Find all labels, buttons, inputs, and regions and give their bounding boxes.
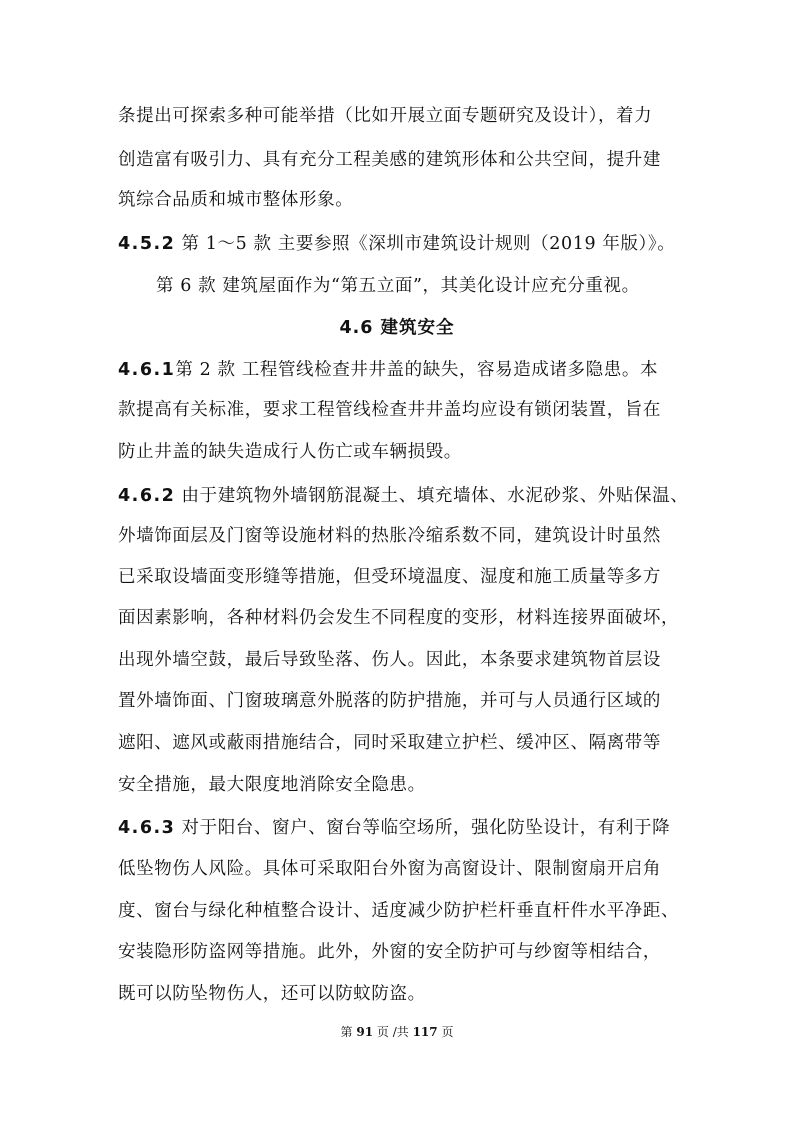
clause-4-6-3	[118, 816, 678, 840]
clause-4-5-2	[118, 232, 678, 256]
clause-4-5-2-item-6: 第 6 款 建筑屋面作为“第五立面”，其美化设计应充分重视。	[156, 276, 640, 296]
paragraph-line: 创造富有吸引力、具有充分工程美感的建筑形体和公共空间，提升建	[118, 150, 661, 170]
paragraph-line: 条提出可探索多种可能举措（比如开展立面专题研究及设计），着力	[118, 106, 653, 126]
clause-number: 4.6.2	[118, 486, 176, 506]
clause-text: 对于阳台、窗户、窗台等临空场所，强化防坠设计，有利于降	[175, 818, 671, 838]
paragraph-line: 面因素影响，各种材料仍会发生不同程度的变形，材料连接界面破坏，	[118, 608, 680, 628]
paragraph-line: 款提高有关标准，要求工程管线检查井井盖均应设有锁闭装置，旨在	[118, 400, 661, 420]
clause-text: 第 1～5 款 主要参照《深圳市建筑设计规则（2019 年版）》。	[175, 234, 676, 254]
clause-4-6-2	[118, 484, 689, 508]
footer-suffix: 页	[437, 1025, 454, 1039]
paragraph-line: 防止井盖的缺失造成行人伤亡或车辆损毁。	[118, 442, 462, 462]
paragraph-line: 外墙饰面层及门窗等设施材料的热胀冷缩系数不同，建筑设计时虽然	[118, 526, 661, 546]
clause-number: 4.5.2	[118, 234, 176, 254]
paragraph-line: 低坠物伤人风险。具体可采取阳台外窗为高窗设计、限制窗扇开启角	[118, 859, 661, 879]
total-page-count: 117	[412, 1025, 438, 1039]
page-footer	[0, 1024, 794, 1040]
paragraph-line: 筑综合品质和城市整体形象。	[118, 190, 354, 210]
paragraph-line: 出现外墙空鼓，最后导致坠落、伤人。因此，本条要求建筑物首层设	[118, 650, 661, 670]
footer-prefix: 第	[340, 1025, 357, 1039]
footer-middle: 页 /共	[373, 1025, 413, 1039]
paragraph-line: 遮阳、遮风或蔽雨措施结合，同时采取建立护栏、缓冲区、隔离带等	[118, 733, 661, 753]
paragraph-line: 度、窗台与绿化种植整合设计、适度减少防护栏杆垂直杆件水平净距、	[118, 901, 680, 921]
clause-text: 由于建筑物外墙钢筋混凝土、填充墙体、水泥砂浆、外贴保温、	[175, 486, 689, 506]
paragraph-line: 安装隐形防盗网等措施。此外，外窗的安全防护可与纱窗等相结合，	[118, 942, 661, 962]
clause-number: 4.6.1	[118, 360, 176, 380]
clause-4-6-1	[118, 358, 678, 382]
paragraph-line: 置外墙饰面、门窗玻璃意外脱落的防护措施，并可与人员通行区域的	[118, 691, 661, 711]
paragraph-line: 既可以防坠物伤人，还可以防蚊防盗。	[118, 984, 426, 1004]
section-heading: 4.6 建筑安全	[339, 318, 455, 338]
current-page-number: 91	[356, 1025, 374, 1039]
clause-number: 4.6.3	[118, 818, 176, 838]
paragraph-line: 已采取设墙面变形缝等措施，但受环境温度、湿度和施工质量等多方	[118, 567, 661, 587]
clause-text: 第 2 款 工程管线检查井井盖的缺失，容易造成诸多隐患。本	[175, 360, 659, 380]
paragraph-line: 安全措施，最大限度地消除安全隐患。	[118, 775, 426, 795]
